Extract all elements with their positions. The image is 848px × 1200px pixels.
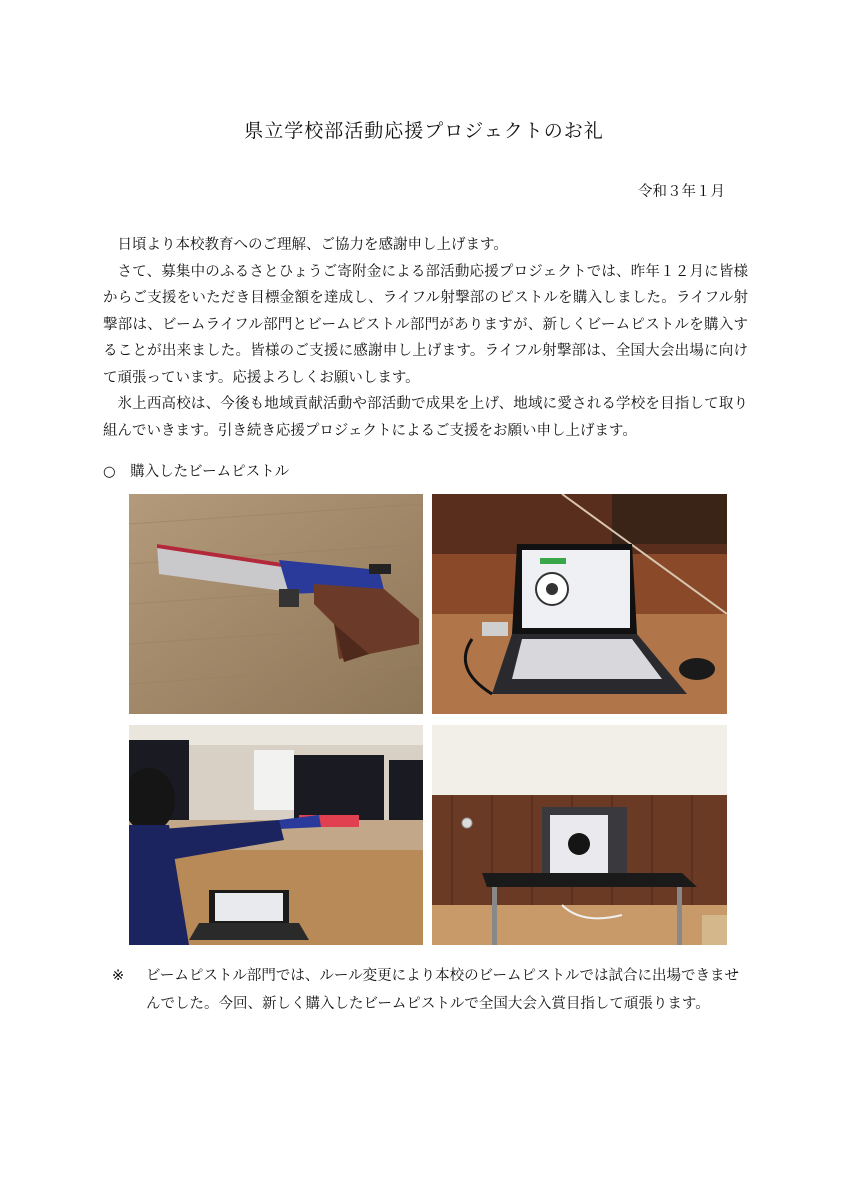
- document-date: 令和３年１月: [638, 184, 725, 200]
- photo-electronic-target: [432, 725, 727, 945]
- paragraph-closing: 氷上西高校は、今後も地域貢献活動や部活動で成果を上げ、地域に愛される学校を目指して取り組んでいきます。引き続き応援プロジェクトによるご支援をお願い申し上げます。: [103, 396, 748, 439]
- page-title: 県立学校部活動応援プロジェクトのお礼: [244, 120, 604, 142]
- photo-beam-pistol: [129, 494, 423, 714]
- photo-laptop-scoring: [432, 494, 727, 714]
- section-heading: ○ 購入したビームピストル: [103, 464, 290, 480]
- note-mark: ※: [112, 968, 125, 984]
- paragraph-greeting: 日頃より本校教育へのご理解、ご協力を感謝申し上げます。: [117, 237, 508, 253]
- note-text: ビームピストル部門では、ルール変更により本校のビームピストルでは試合に出場できませんでした。今回、新しく購入したビームピストルで全国大会入賞目指して頑張ります。: [146, 968, 740, 1012]
- footnote: [112, 962, 752, 1018]
- body-text: [103, 232, 748, 444]
- paragraph-project: さて、募集中のふるさとひょうご寄附金による部活動応援プロジェクトでは、昨年１２月に皆様からご支援をいただき目標金額を達成し、ライフル射撃部のピストルを購入しました。ライフル射撃部は、ビームライフル部門とビームピストル部門がありますが、新しくビームピストルを購入することが出来ました。皆様のご支援に感謝申し上げます。ライフル射撃部は、全国大会出場に向けて頑張っています。応援よろしくお願いします。: [103, 263, 748, 386]
- photo-student-aiming: [129, 725, 423, 945]
